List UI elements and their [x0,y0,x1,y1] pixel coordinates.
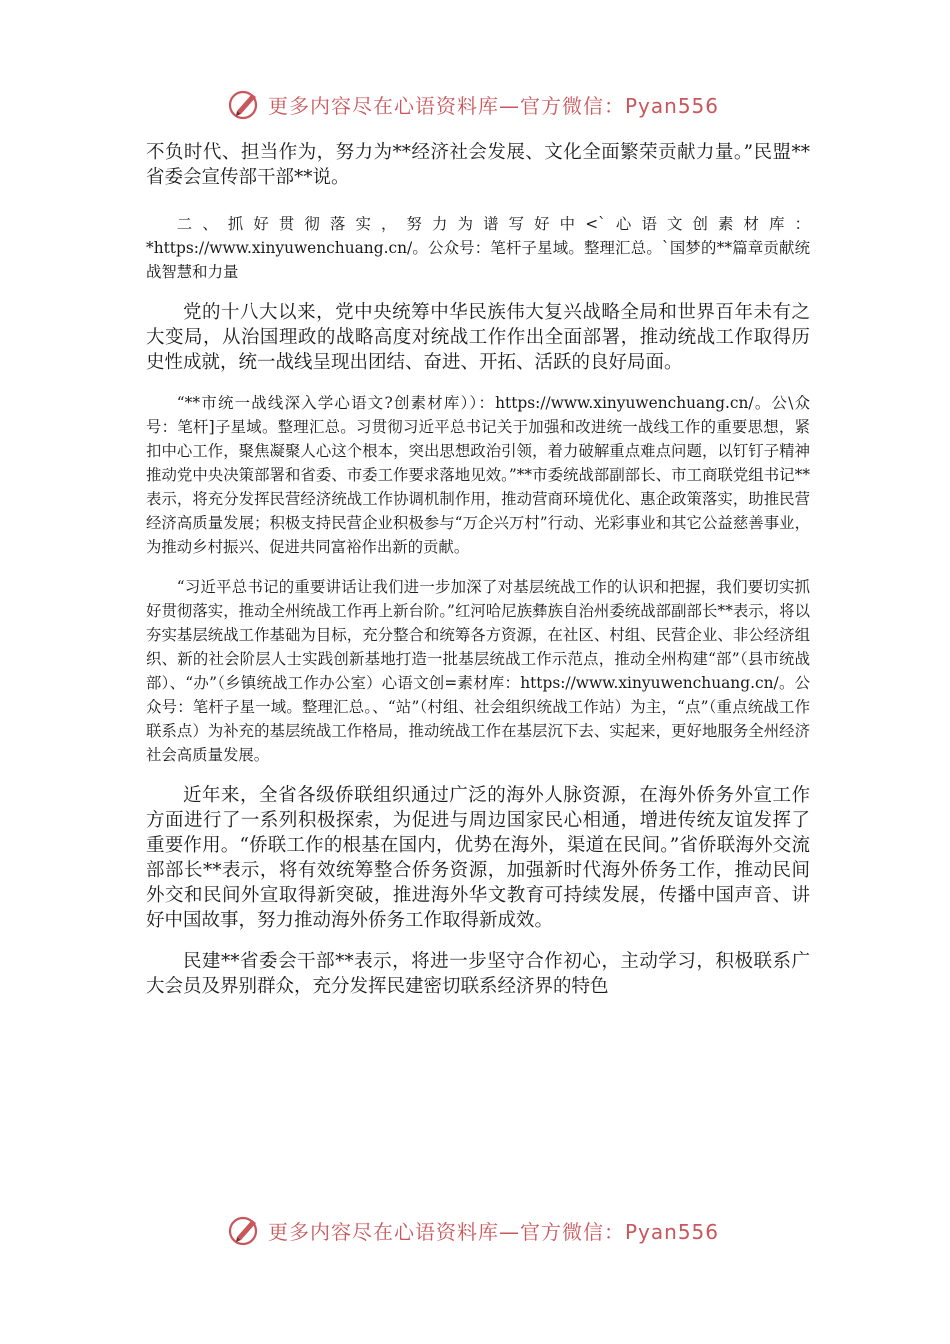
paragraph: 近年来，全省各级侨联组织通过广泛的海外人脉资源，在海外侨务外宣工作方面进行了一系列积极探索，为促进与周边国家民心相通，增进传统友谊发挥了重要作用。“侨联工作的根基在国内，优势在海外，渠道在民间。”省侨联海外交流部部长**表示，将有效统筹整合侨务资源，加强新时代海外侨务工作，推动民间外交和民间外宣取得新突破，推进海外华文教育可持续发展，传播中国声音、讲好中国故事，努力推动海外侨务工作取得新成效。 [146,785,810,931]
section-heading: 二、抓好贯彻落实，努力为谱写好中<`心语文创素材库：*https://www.xinyuwenchuang.cn/。公众号：笔杆子星域。整理汇总。`国梦的**篇章贡献统战智慧和力量 [146,215,810,281]
footer-banner [228,1210,728,1250]
paragraph: 党的十八大以来，党中央统筹中华民族伟大复兴战略全局和世界百年未有之大变局，从治国理政的战略高度对统战工作作出全面部署，推动统战工作取得历史性成就，统一战线呈现出团结、奋进、开拓、活跃的良好局面。 [146,302,810,373]
paragraph: “习近平总书记的重要讲话让我们进一步加深了对基层统战工作的认识和把握，我们要切实抓好贯彻落实，推动全州统战工作再上新台阶。”红河哈尼族彝族自治州委统战部副部长**表示，将以夯实基层统战工作基础为目标，充分整合和统筹各方资源，在社区、村组、民营企业、非公经济组织、新的社会阶层人士实践创新基地打造一批基层统战工作示范点，推动全州构建“部”（县市统战部）、“办”（乡镇统战工作办公室）心语文创=素材库：https://www.xinyuwenchuang.cn/。公众号：笔杆子星一域。整理汇总。、“站”（村组、社会组织统战工作站）为主，“点”（重点统战工作联系点）为补充的基层统战工作格局，推动统战工作在基层沉下去、实起来，更好地服务全州经济社会高质量发展。 [146,578,810,764]
paragraph: 民建**省委会干部**表示，将进一步坚守合作初心，主动学习，积极联系广大会员及界别群众，充分发挥民建密切联系经济界的特色 [146,951,810,997]
paragraph-continued: 不负时代、担当作为，努力为**经济社会发展、文化全面繁荣贡献力量。”民盟**省委会宣传部干部**说。 [146,142,810,188]
banner-text: 更多内容尽在心语资料库—官方微信：Pyan556 [268,93,720,118]
banner-text: 更多内容尽在心语资料库—官方微信：Pyan556 [268,1219,720,1244]
document-body [146,140,810,999]
pen-logo-icon [228,87,262,121]
pen-logo-icon [228,1213,262,1247]
paragraph: “**市统一战线深入学心语文?创素材库））：https://www.xinyuwenchuang.cn/。公\众号：笔杆]子星域。整理汇总。习贯彻习近平总书记关于加强和改进统一战线工作的重要思想，紧扣中心工作，聚焦凝聚人心这个根本，突出思想政治引领，着力破解重点难点问题，以钉钉子精神推动党中央决策部署和省委、市委工作要求落地见效。”**市委统战部副部长、市工商联党组书记**表示，将充分发挥民营经济统战工作协调机制作用，推动营商环境优化、惠企政策落实，助推民营经济高质量发展；积极支持民营企业积极参与“万企兴万村”行动、光彩事业和其它公益慈善事业，为推动乡村振兴、促进共同富裕作出新的贡献。 [146,394,810,556]
header-banner [228,84,728,124]
